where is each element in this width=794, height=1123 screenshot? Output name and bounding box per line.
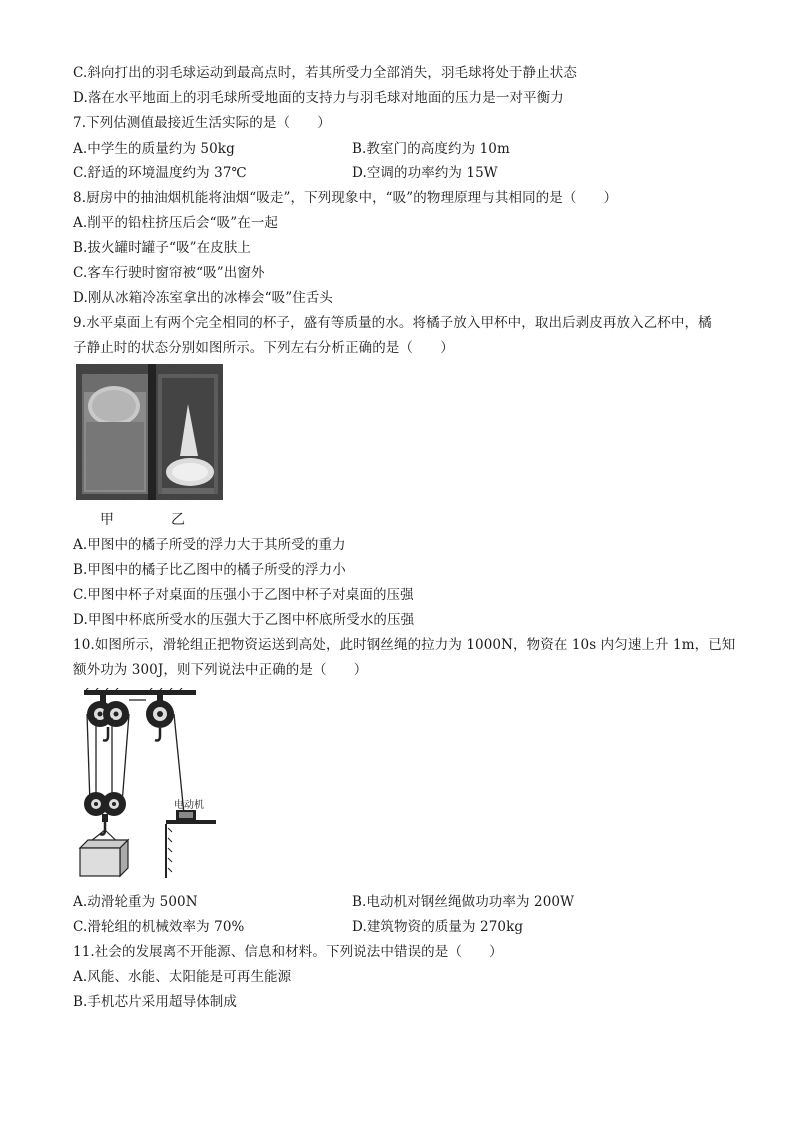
option-c-prev: C.斜向打出的羽毛球运动到最高点时，若其所受力全部消失，羽毛球将处于静止状态 — [73, 65, 577, 81]
option-d-prev: D.落在水平地面上的羽毛球所受地面的支持力与羽毛球对地面的压力是一对平衡力 — [73, 90, 564, 106]
question-9-line-2: 子静止时的状态分别如图所示。下列左右分析正确的是（ ） — [73, 340, 454, 356]
q8-option-c: C.客车行驶时窗帘被“吸”出窗外 — [73, 265, 265, 281]
question-10-line-1: 10.如图所示，滑轮组正把物资运送到高处，此时钢丝绳的拉力为 1000N，物资在 10s 内匀速上升 1m，已知 — [73, 637, 736, 653]
q10-option-c: C.滑轮组的机械效率为 70% — [73, 919, 245, 935]
orange-cups-photo — [76, 364, 223, 500]
q11-option-b: B.手机芯片采用超导体制成 — [73, 994, 238, 1010]
question-9-line-1: 9.水平桌面上有两个完全相同的杯子，盛有等质量的水。将橘子放入甲杯中，取出后剥皮再放入乙杯中，橘 — [73, 315, 712, 331]
question-11: 11.社会的发展离不开能源、信息和材料。下列说法中错误的是（ ） — [73, 944, 503, 960]
q9-option-d: D.甲图中杯底所受水的压强大于乙图中杯底所受水的压强 — [73, 612, 415, 628]
q8-option-a: A.削平的铅柱挤压后会“吸”在一起 — [73, 215, 279, 231]
q9-option-a: A.甲图中的橘子所受的浮力大于其所受的重力 — [73, 537, 346, 553]
q10-option-b: B.电动机对钢丝绳做功功率为 200W — [352, 894, 575, 910]
motor-label: 电动机 — [174, 800, 204, 811]
q7-option-d: D.空调的功率约为 15W — [352, 165, 498, 181]
question-10-line-2: 额外功为 300J，则下列说法中正确的是（ ） — [73, 662, 368, 678]
q7-option-c: C.舒适的环境温度约为 37℃ — [73, 165, 247, 181]
figure-label-yi: 乙 — [171, 512, 185, 528]
q9-option-b: B.甲图中的橘子比乙图中的橘子所受的浮力小 — [73, 562, 346, 578]
figure-label-jia: 甲 — [100, 512, 114, 528]
q8-option-d: D.刚从冰箱冷冻室拿出的冰棒会“吸”住舌头 — [73, 290, 334, 306]
q9-option-c: C.甲图中杯子对桌面的压强小于乙图中杯子对桌面的压强 — [73, 587, 414, 603]
q7-option-a: A.中学生的质量约为 50kg — [73, 141, 235, 157]
q11-option-a: A.风能、水能、太阳能是可再生能源 — [73, 969, 292, 985]
q8-option-b: B.拔火罐时罐子“吸”在皮肤上 — [73, 240, 252, 256]
q7-option-b: B.教室门的高度约为 10m — [352, 141, 510, 157]
q10-option-a: A.动滑轮重为 500N — [73, 894, 198, 910]
question-7: 7.下列估测值最接近生活实际的是（ ） — [73, 115, 331, 131]
question-8: 8.厨房中的抽油烟机能将油烟“吸走”，下列现象中，“吸”的物理原理与其相同的是（ ） — [73, 190, 618, 206]
q10-option-d: D.建筑物资的质量为 270kg — [352, 919, 524, 935]
pulley-diagram — [76, 688, 216, 880]
